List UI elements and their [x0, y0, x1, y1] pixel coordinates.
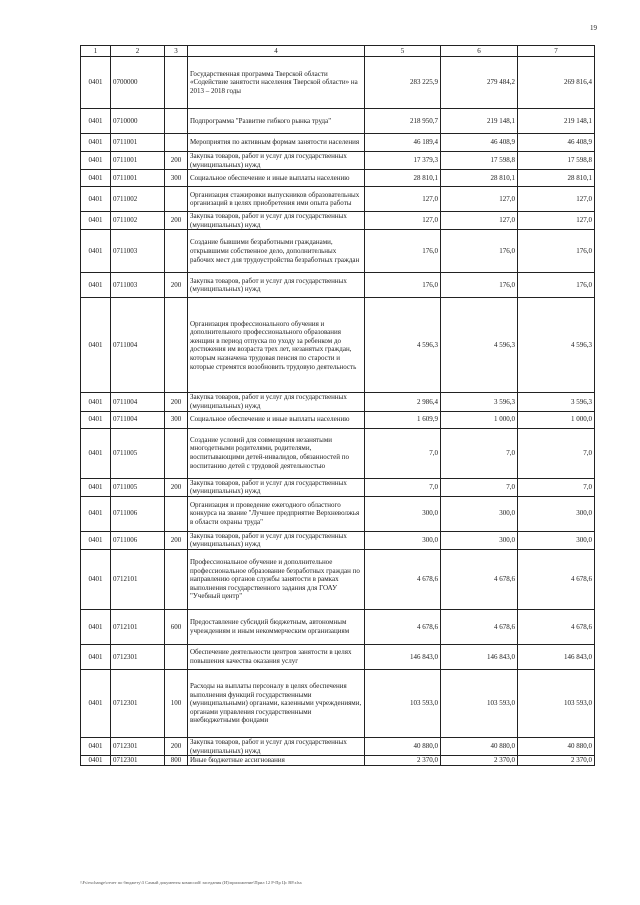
item-name-cell: Закупка товаров, работ и услуг для государственных (муниципальных) нужд: [188, 273, 365, 298]
item-name-cell: Обеспечение деятельности центров занятости в целях повышения качества оказания услуг: [188, 644, 365, 669]
amount-col6-cell: 127,0: [441, 187, 518, 212]
target-article-cell: 0711004: [111, 393, 165, 411]
page-number: 19: [590, 24, 597, 32]
amount-col5-cell: 127,0: [365, 212, 441, 230]
section-code-cell: 0401: [81, 549, 111, 609]
target-article-cell: 0711002: [111, 187, 165, 212]
file-path-footer: \\Fs\exchange\отчет по бюджету\3 Самый документы комиссий\ заседания (И)\приложение\Прил 12 Р-Пр Цс ВР.xlsx: [80, 880, 302, 885]
table-row: [81, 109, 595, 134]
header-cell: 7: [518, 46, 595, 57]
expense-type-cell: 200: [165, 531, 188, 549]
amount-col5-cell: 2 986,4: [365, 393, 441, 411]
amount-col5-cell: 176,0: [365, 273, 441, 298]
table-row: [81, 428, 595, 478]
amount-col7-cell: 269 816,4: [518, 57, 595, 109]
target-article-cell: 0711002: [111, 212, 165, 230]
table-row: [81, 478, 595, 496]
table-row: [81, 609, 595, 644]
amount-col6-cell: 3 596,3: [441, 393, 518, 411]
expense-type-cell: 100: [165, 669, 188, 737]
table-row: [81, 170, 595, 187]
section-code-cell: 0401: [81, 230, 111, 273]
amount-col7-cell: 176,0: [518, 230, 595, 273]
section-code-cell: 0401: [81, 57, 111, 109]
item-name-cell: Создание бывшими безработными гражданами, открывшими собственное дело, дополнительных рабочих мест для трудоустройства безработных граждан: [188, 230, 365, 273]
amount-col5-cell: 40 880,0: [365, 737, 441, 755]
section-code-cell: 0401: [81, 393, 111, 411]
amount-col5-cell: 46 189,4: [365, 134, 441, 152]
amount-col7-cell: 4 678,6: [518, 549, 595, 609]
target-article-cell: 0712101: [111, 609, 165, 644]
amount-col6-cell: 46 408,9: [441, 134, 518, 152]
amount-col6-cell: 103 593,0: [441, 669, 518, 737]
amount-col5-cell: 127,0: [365, 187, 441, 212]
amount-col7-cell: 146 843,0: [518, 644, 595, 669]
item-name-cell: Государственная программа Тверской области «Содействие занятости населения Тверской области» на 2013 – 2018 годы: [188, 57, 365, 109]
item-name-cell: Закупка товаров, работ и услуг для государственных (муниципальных) нужд: [188, 478, 365, 496]
amount-col6-cell: 28 810,1: [441, 170, 518, 187]
amount-col7-cell: 1 000,0: [518, 411, 595, 428]
amount-col5-cell: 283 225,9: [365, 57, 441, 109]
table-row: [81, 152, 595, 170]
target-article-cell: 0712301: [111, 756, 165, 766]
expense-type-cell: 200: [165, 152, 188, 170]
amount-col6-cell: 4 678,6: [441, 609, 518, 644]
expense-type-cell: [165, 496, 188, 531]
target-article-cell: 0711005: [111, 428, 165, 478]
item-name-cell: Социальное обеспечение и иные выплаты населению: [188, 411, 365, 428]
header-cell: 4: [188, 46, 365, 57]
section-code-cell: 0401: [81, 212, 111, 230]
amount-col5-cell: 28 810,1: [365, 170, 441, 187]
item-name-cell: Создание условий для совмещения незанятыми многодетными родителями, родителями, воспитывающими детей-инвалидов, обязанностей по воспитанию детей с трудовой деятельностью: [188, 428, 365, 478]
item-name-cell: Иные бюджетные ассигнования: [188, 756, 365, 766]
expense-type-cell: 300: [165, 411, 188, 428]
section-code-cell: 0401: [81, 170, 111, 187]
section-code-cell: 0401: [81, 531, 111, 549]
section-code-cell: 0401: [81, 756, 111, 766]
amount-col5-cell: 300,0: [365, 531, 441, 549]
item-name-cell: Закупка товаров, работ и услуг для государственных (муниципальных) нужд: [188, 152, 365, 170]
table-row: [81, 411, 595, 428]
target-article-cell: 0712301: [111, 737, 165, 755]
item-name-cell: Мероприятия по активным формам занятости населения: [188, 134, 365, 152]
expense-type-cell: 200: [165, 737, 188, 755]
amount-col6-cell: 17 598,8: [441, 152, 518, 170]
item-name-cell: Расходы на выплаты персоналу в целях обеспечения выполнения функций государственными (муниципальными) органами, казенными учреждениями, органами управления государственными внебюджетными фондами: [188, 669, 365, 737]
target-article-cell: 0710000: [111, 109, 165, 134]
expense-type-cell: [165, 549, 188, 609]
table-row: [81, 134, 595, 152]
amount-col6-cell: 4 678,6: [441, 549, 518, 609]
amount-col7-cell: 300,0: [518, 531, 595, 549]
amount-col5-cell: 218 950,7: [365, 109, 441, 134]
amount-col5-cell: 1 609,9: [365, 411, 441, 428]
item-name-cell: Профессиональное обучение и дополнительное профессиональное образование безработных граждан по направлению органов службы занятости в рамках выполнения государственного задания для ГОАУ "Учебный центр": [188, 549, 365, 609]
expense-type-cell: 200: [165, 212, 188, 230]
header-cell: 3: [165, 46, 188, 57]
amount-col5-cell: 300,0: [365, 496, 441, 531]
item-name-cell: Закупка товаров, работ и услуг для государственных (муниципальных) нужд: [188, 393, 365, 411]
amount-col6-cell: 146 843,0: [441, 644, 518, 669]
amount-col7-cell: 3 596,3: [518, 393, 595, 411]
section-code-cell: 0401: [81, 428, 111, 478]
amount-col7-cell: 176,0: [518, 273, 595, 298]
amount-col6-cell: 279 484,2: [441, 57, 518, 109]
target-article-cell: 0711001: [111, 134, 165, 152]
section-code-cell: 0401: [81, 644, 111, 669]
table-row: [81, 298, 595, 393]
expense-type-cell: [165, 57, 188, 109]
header-cell: 2: [111, 46, 165, 57]
amount-col7-cell: 46 408,9: [518, 134, 595, 152]
target-article-cell: 0712301: [111, 669, 165, 737]
expense-type-cell: [165, 109, 188, 134]
target-article-cell: 0711006: [111, 496, 165, 531]
target-article-cell: 0711004: [111, 298, 165, 393]
amount-col7-cell: 127,0: [518, 212, 595, 230]
table-row: [81, 756, 595, 766]
amount-col5-cell: 7,0: [365, 478, 441, 496]
amount-col7-cell: 4 678,6: [518, 609, 595, 644]
expense-type-cell: 600: [165, 609, 188, 644]
item-name-cell: Организация профессионального обучения и дополнительного профессионального образования женщин в период отпуска по уходу за ребенком до достижения им возраста трех лет, незанятых граждан, которым назначена трудовая пенсия по старости и которые стремятся возобновить трудовую деятельность: [188, 298, 365, 393]
amount-col7-cell: 219 148,1: [518, 109, 595, 134]
amount-col7-cell: 2 370,0: [518, 756, 595, 766]
amount-col5-cell: 2 370,0: [365, 756, 441, 766]
section-code-cell: 0401: [81, 152, 111, 170]
amount-col7-cell: 7,0: [518, 478, 595, 496]
expense-type-cell: 200: [165, 478, 188, 496]
amount-col6-cell: 40 880,0: [441, 737, 518, 755]
item-name-cell: Закупка товаров, работ и услуг для государственных (муниципальных) нужд: [188, 212, 365, 230]
target-article-cell: 0711001: [111, 170, 165, 187]
amount-col6-cell: 7,0: [441, 428, 518, 478]
expense-type-cell: [165, 428, 188, 478]
amount-col6-cell: 127,0: [441, 212, 518, 230]
amount-col6-cell: 7,0: [441, 478, 518, 496]
expense-type-cell: 200: [165, 273, 188, 298]
target-article-cell: 0711003: [111, 273, 165, 298]
amount-col6-cell: 300,0: [441, 531, 518, 549]
header-cell: 6: [441, 46, 518, 57]
budget-table: [80, 45, 595, 766]
section-code-cell: 0401: [81, 134, 111, 152]
section-code-cell: 0401: [81, 496, 111, 531]
amount-col7-cell: 28 810,1: [518, 170, 595, 187]
amount-col6-cell: 4 596,3: [441, 298, 518, 393]
header-cell: 5: [365, 46, 441, 57]
header-cell: 1: [81, 46, 111, 57]
section-code-cell: 0401: [81, 737, 111, 755]
target-article-cell: 0711001: [111, 152, 165, 170]
table-row: [81, 230, 595, 273]
amount-col5-cell: 103 593,0: [365, 669, 441, 737]
expense-type-cell: [165, 230, 188, 273]
expense-type-cell: 200: [165, 393, 188, 411]
target-article-cell: 0711003: [111, 230, 165, 273]
target-article-cell: 0700000: [111, 57, 165, 109]
section-code-cell: 0401: [81, 187, 111, 212]
amount-col7-cell: 103 593,0: [518, 669, 595, 737]
table-row: [81, 496, 595, 531]
item-name-cell: Предоставление субсидий бюджетным, автономным учреждениям и иным некоммерческим организациям: [188, 609, 365, 644]
section-code-cell: 0401: [81, 478, 111, 496]
amount-col7-cell: 127,0: [518, 187, 595, 212]
section-code-cell: 0401: [81, 411, 111, 428]
section-code-cell: 0401: [81, 609, 111, 644]
table-row: [81, 549, 595, 609]
target-article-cell: 0712101: [111, 549, 165, 609]
section-code-cell: 0401: [81, 298, 111, 393]
item-name-cell: Организация и проведение ежегодного областного конкурса на звание "Лучшее предприятие Верхневолжья в области охраны труда": [188, 496, 365, 531]
section-code-cell: 0401: [81, 109, 111, 134]
amount-col6-cell: 219 148,1: [441, 109, 518, 134]
item-name-cell: Закупка товаров, работ и услуг для государственных (муниципальных) нужд: [188, 737, 365, 755]
item-name-cell: Социальное обеспечение и иные выплаты населению: [188, 170, 365, 187]
item-name-cell: Закупка товаров, работ и услуг для государственных (муниципальных) нужд: [188, 531, 365, 549]
amount-col6-cell: 176,0: [441, 230, 518, 273]
table-row: [81, 273, 595, 298]
amount-col7-cell: 7,0: [518, 428, 595, 478]
expense-type-cell: [165, 187, 188, 212]
amount-col7-cell: 300,0: [518, 496, 595, 531]
table-row: [81, 212, 595, 230]
amount-col5-cell: 7,0: [365, 428, 441, 478]
amount-col5-cell: 4 678,6: [365, 549, 441, 609]
amount-col5-cell: 17 379,3: [365, 152, 441, 170]
section-code-cell: 0401: [81, 273, 111, 298]
amount-col5-cell: 4 596,3: [365, 298, 441, 393]
table-row: [81, 644, 595, 669]
expense-type-cell: [165, 644, 188, 669]
table-row: [81, 393, 595, 411]
expense-type-cell: [165, 298, 188, 393]
expense-type-cell: 300: [165, 170, 188, 187]
amount-col5-cell: 4 678,6: [365, 609, 441, 644]
amount-col7-cell: 40 880,0: [518, 737, 595, 755]
amount-col7-cell: 17 598,8: [518, 152, 595, 170]
amount-col6-cell: 1 000,0: [441, 411, 518, 428]
table-row: [81, 531, 595, 549]
item-name-cell: Подпрограмма "Развитие гибкого рынка труда": [188, 109, 365, 134]
table-row: [81, 737, 595, 755]
amount-col6-cell: 300,0: [441, 496, 518, 531]
amount-col6-cell: 2 370,0: [441, 756, 518, 766]
expense-type-cell: 800: [165, 756, 188, 766]
amount-col7-cell: 4 596,3: [518, 298, 595, 393]
expense-type-cell: [165, 134, 188, 152]
amount-col6-cell: 176,0: [441, 273, 518, 298]
item-name-cell: Организация стажировки выпускников образовательных организаций в целях приобретения ими опыта работы: [188, 187, 365, 212]
table-row: [81, 187, 595, 212]
table-row: [81, 669, 595, 737]
table-row: [81, 57, 595, 109]
target-article-cell: 0711005: [111, 478, 165, 496]
target-article-cell: 0711004: [111, 411, 165, 428]
table-header-row: [81, 46, 595, 57]
amount-col5-cell: 146 843,0: [365, 644, 441, 669]
target-article-cell: 0712301: [111, 644, 165, 669]
target-article-cell: 0711006: [111, 531, 165, 549]
amount-col5-cell: 176,0: [365, 230, 441, 273]
section-code-cell: 0401: [81, 669, 111, 737]
